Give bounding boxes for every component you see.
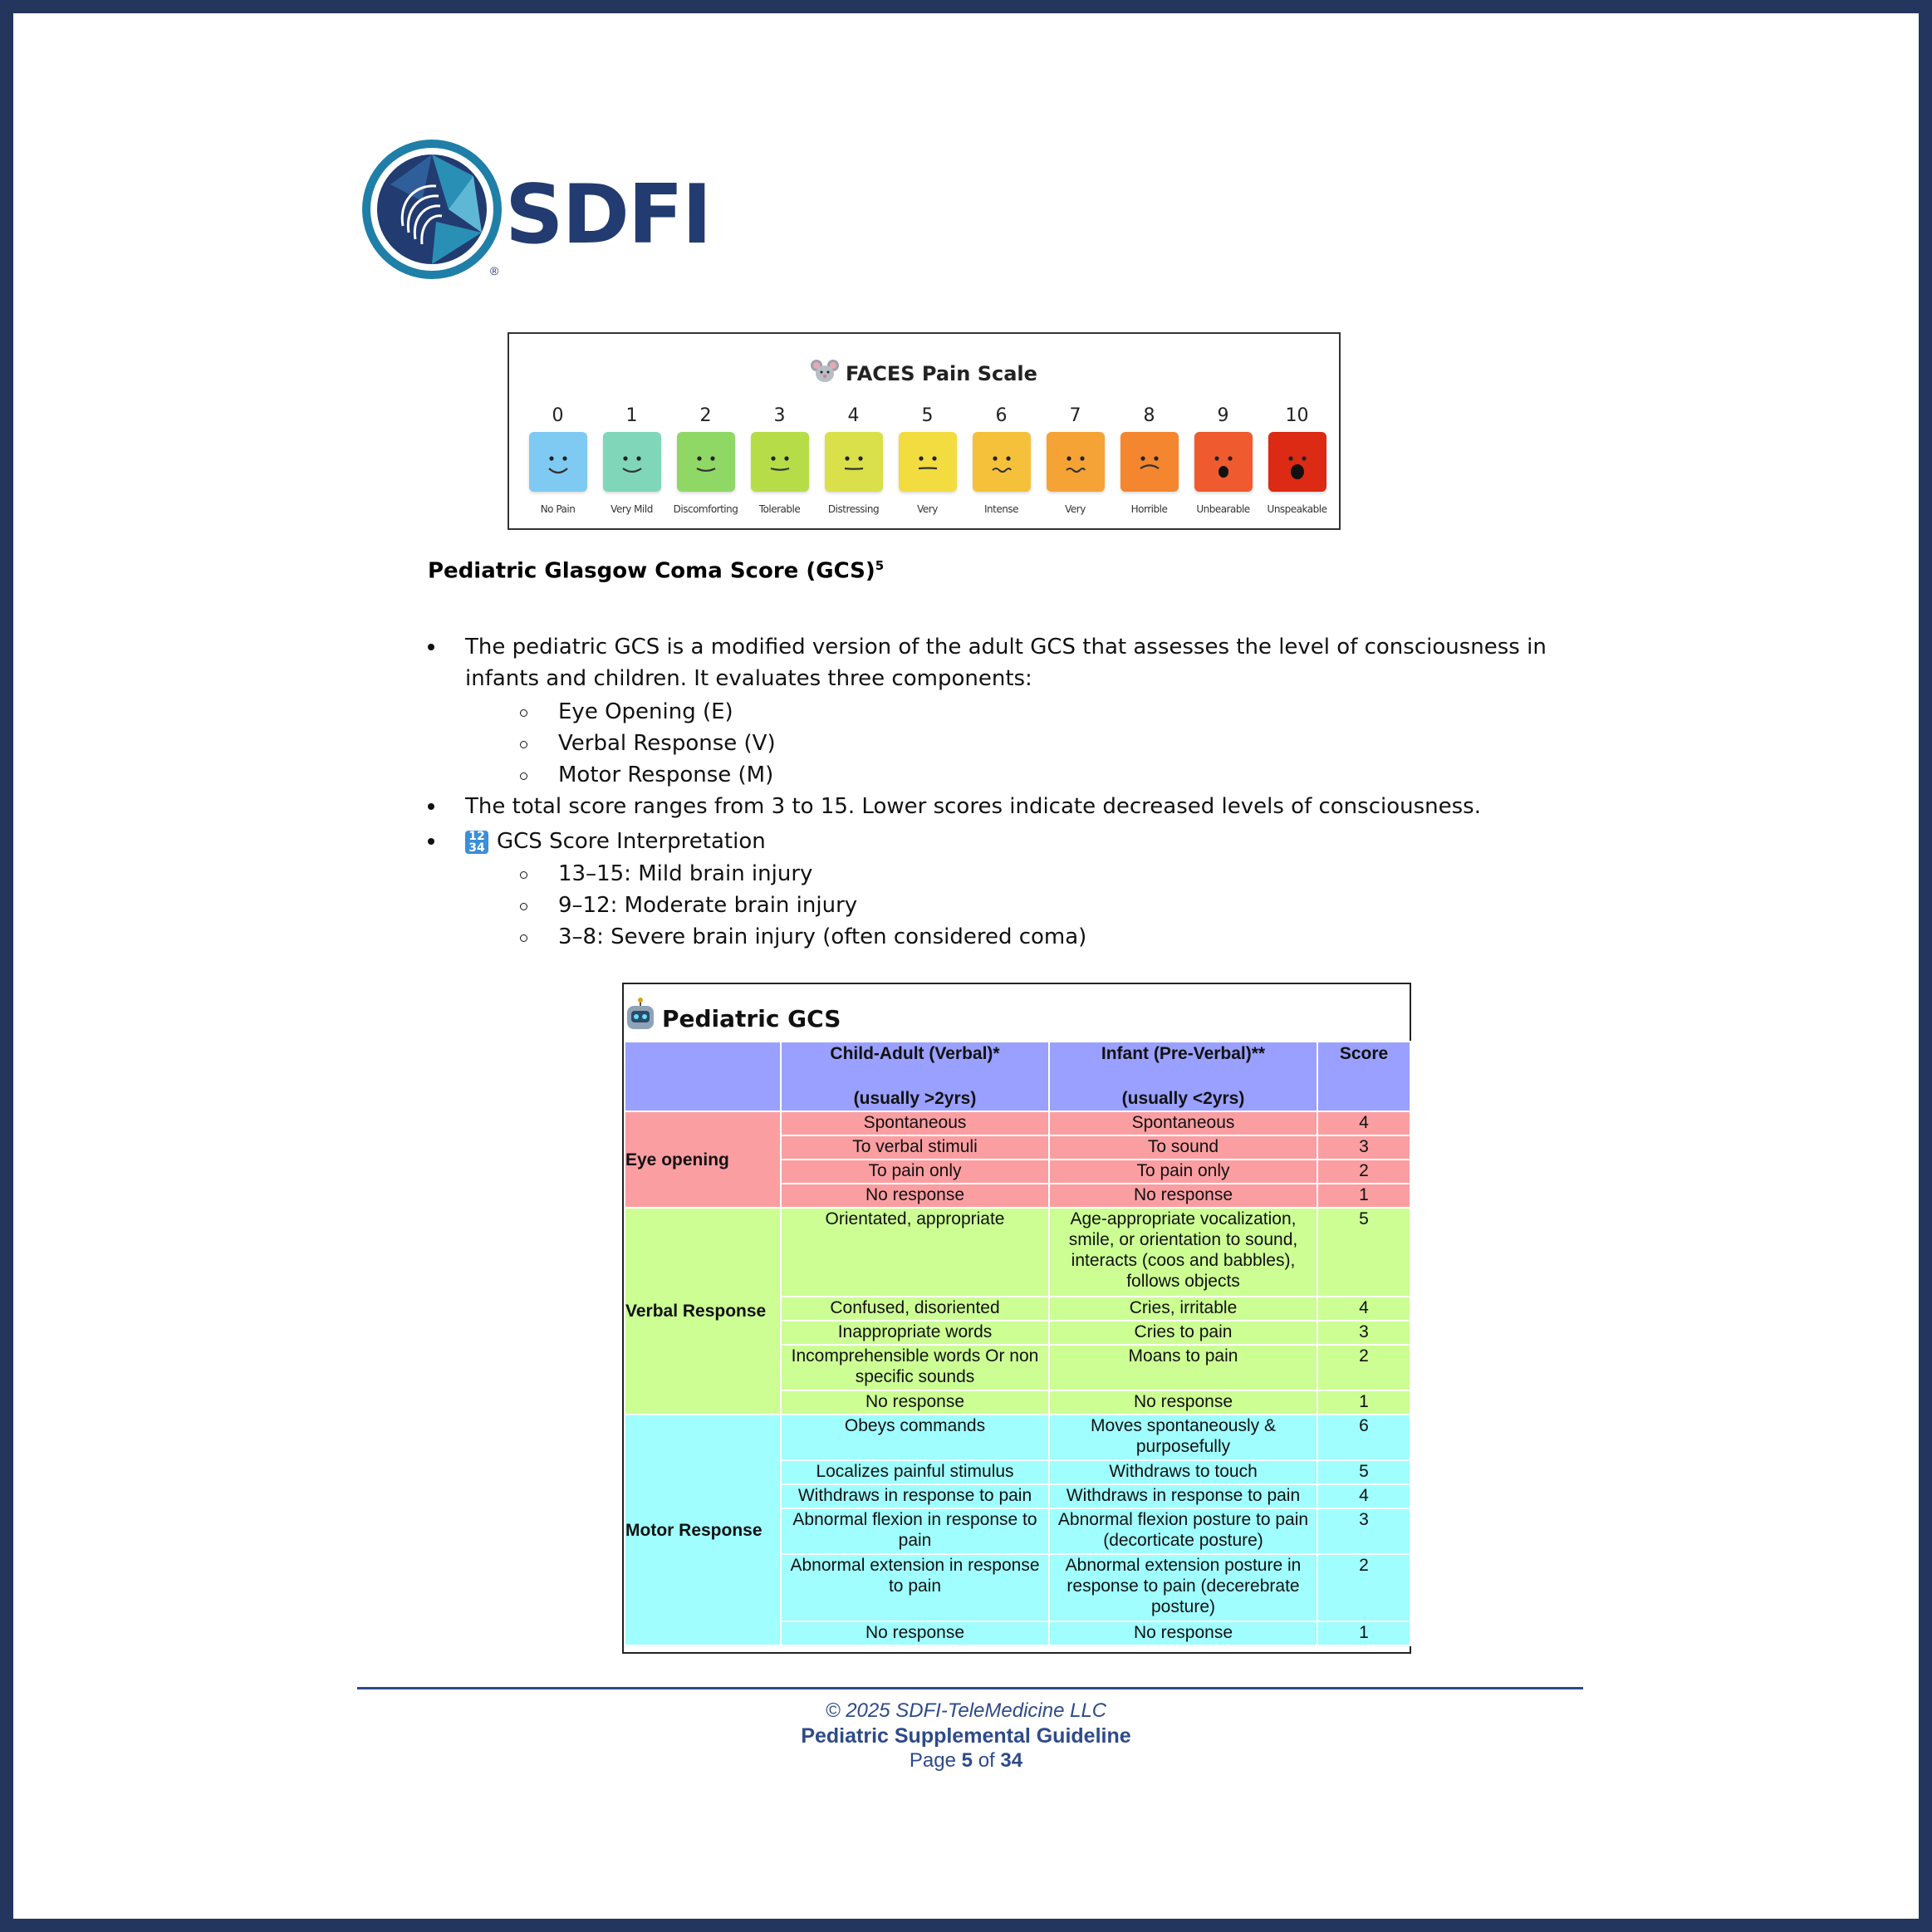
- sub-bullet: [520, 934, 527, 942]
- face-icon: [825, 432, 883, 492]
- cell-infant: Moves spontaneously & purposefully: [1049, 1415, 1317, 1460]
- registered-mark: ®: [490, 264, 499, 277]
- cell-infant: Spontaneous: [1049, 1111, 1317, 1135]
- mouse-icon: [811, 359, 839, 384]
- face-number: 6: [995, 405, 1008, 426]
- robot-icon: [624, 998, 657, 1032]
- bullet-dot: [428, 803, 434, 810]
- face-number: 8: [1143, 405, 1155, 426]
- faces-row: [521, 405, 1334, 515]
- heading-footnote: 5: [875, 558, 885, 573]
- gcs-heading: [428, 558, 884, 584]
- table-row-eye: [625, 1111, 1410, 1135]
- sub-bullet: [520, 903, 527, 910]
- face-icon: [1120, 432, 1179, 492]
- face-item: [521, 405, 595, 515]
- cell-child: Inappropriate words: [781, 1321, 1049, 1345]
- component-text: Motor Response (M): [558, 763, 774, 787]
- face-icon: [973, 432, 1031, 492]
- face-icon: [1047, 432, 1105, 492]
- face-label: Very: [917, 503, 938, 515]
- face-item: [1186, 405, 1260, 515]
- sdfi-logo: [357, 135, 723, 292]
- table-row-verbal: [625, 1208, 1410, 1297]
- face-label: Unbearable: [1196, 503, 1250, 515]
- footer-copyright: © 2025 SDFI-TeleMedicine LLC: [825, 1699, 1107, 1722]
- cell-infant: No response: [1049, 1184, 1317, 1208]
- cell-infant: Withdraws to touch: [1049, 1460, 1317, 1484]
- header-text: Child-Adult (Verbal)*: [830, 1044, 1000, 1063]
- cell-child: Abnormal flexion in response to pain: [781, 1508, 1049, 1554]
- face-label: No Pain: [540, 503, 576, 515]
- cell-score: 5: [1317, 1208, 1410, 1297]
- cell-child: Incomprehensible words Or non specific sounds: [781, 1345, 1049, 1390]
- cell-score: 1: [1317, 1621, 1410, 1645]
- bullet-dot: [428, 838, 434, 845]
- face-icon: [677, 432, 735, 492]
- category-motor: Motor Response: [625, 1415, 781, 1645]
- face-item: [964, 405, 1038, 515]
- cell-child: Obeys commands: [781, 1415, 1049, 1460]
- face-item: [816, 405, 890, 515]
- fingerprint-aperture-icon: [357, 135, 507, 284]
- cell-child: No response: [781, 1184, 1049, 1208]
- face-item: [890, 405, 964, 515]
- face-label: Discomforting: [673, 503, 738, 515]
- component-text: Verbal Response (V): [558, 731, 776, 756]
- bullet-dot: [428, 644, 434, 650]
- cell-child: No response: [781, 1390, 1049, 1415]
- cell-child: To pain only: [781, 1160, 1049, 1184]
- face-label: Very: [1065, 503, 1086, 515]
- face-number: 4: [847, 405, 860, 426]
- gcs-heading-text: Pediatric Glasgow Coma Score (GCS): [428, 558, 875, 584]
- pediatric-gcs-table-image: [622, 983, 1411, 1654]
- face-item: [595, 405, 669, 515]
- cell-score: 4: [1317, 1111, 1410, 1135]
- category-verbal: Verbal Response: [625, 1208, 781, 1415]
- header-text: Infant (Pre-Verbal)**: [1101, 1044, 1266, 1063]
- cell-infant: To pain only: [1049, 1160, 1317, 1184]
- cell-child: No response: [781, 1621, 1049, 1645]
- gcs-table-title: [624, 988, 841, 1032]
- cell-score: 1: [1317, 1184, 1410, 1208]
- interpretation-label: GCS Score Interpretation: [497, 829, 766, 854]
- bullet-text: The total score ranges from 3 to 15. Lower scores indicate decreased levels of consciousness.: [465, 794, 1481, 819]
- header-infant: [1049, 1042, 1317, 1111]
- face-number: 3: [773, 405, 786, 426]
- cell-child: Spontaneous: [781, 1111, 1049, 1135]
- header-subtext: (usually <2yrs): [1121, 1089, 1245, 1108]
- faces-title: [509, 359, 1339, 385]
- cell-score: 2: [1317, 1554, 1410, 1621]
- cell-infant: To sound: [1049, 1135, 1317, 1160]
- page-current: 5: [961, 1749, 973, 1772]
- cell-child: Confused, disoriented: [781, 1297, 1049, 1321]
- sub-bullet: [520, 871, 527, 879]
- sub-bullet: [520, 741, 527, 748]
- cell-score: 2: [1317, 1345, 1410, 1390]
- face-number: 10: [1285, 405, 1309, 426]
- face-label: Distressing: [827, 503, 880, 515]
- cell-score: 3: [1317, 1135, 1410, 1160]
- cell-infant: Moans to pain: [1049, 1345, 1317, 1390]
- component-text: Eye Opening (E): [558, 699, 733, 724]
- cell-score: 5: [1317, 1460, 1410, 1484]
- sub-bullet: [520, 709, 527, 717]
- face-number: 9: [1217, 405, 1229, 426]
- face-number: 0: [552, 405, 564, 426]
- header-category: [625, 1042, 781, 1111]
- face-number: 2: [699, 405, 712, 426]
- cell-child: Orientated, appropriate: [781, 1208, 1049, 1297]
- header-score: Score: [1317, 1042, 1410, 1111]
- cell-child: Localizes painful stimulus: [781, 1460, 1049, 1484]
- cell-score: 2: [1317, 1160, 1410, 1184]
- face-label: Tolerable: [758, 503, 801, 515]
- cell-infant: Withdraws in response to pain: [1049, 1484, 1317, 1508]
- header-subtext: (usually >2yrs): [853, 1089, 977, 1108]
- cell-score: 1: [1317, 1390, 1410, 1415]
- face-number: 5: [921, 405, 934, 426]
- brand-name: SDFI: [505, 168, 711, 262]
- table-header-row: [625, 1042, 1410, 1111]
- bullet-line: infants and children. It evaluates three components:: [465, 666, 1032, 691]
- face-number: 7: [1069, 405, 1081, 426]
- cell-score: 4: [1317, 1297, 1410, 1321]
- face-item: [1260, 405, 1334, 515]
- cell-infant: No response: [1049, 1390, 1317, 1415]
- cell-infant: Abnormal extension posture in response to pain (decerebrate posture): [1049, 1554, 1317, 1621]
- face-item: [743, 405, 816, 515]
- bullet-text: [465, 631, 1547, 694]
- face-label: Unspeakable: [1267, 503, 1327, 515]
- face-icon: [529, 432, 587, 492]
- cell-score: 3: [1317, 1321, 1410, 1345]
- bullet-line: The pediatric GCS is a modified version of the adult GCS that assesses the level of consciousness in: [465, 635, 1547, 660]
- numbers-icon: 12 34: [465, 831, 488, 854]
- cell-score: 6: [1317, 1415, 1410, 1460]
- footer-page-number: [13, 1749, 1919, 1773]
- cell-infant: Cries, irritable: [1049, 1297, 1317, 1321]
- cell-infant: No response: [1049, 1621, 1317, 1645]
- cell-infant: Age-appropriate vocalization, smile, or orientation to sound, interacts (coos and babbles), follows objects: [1049, 1208, 1317, 1297]
- interpretation-text: 13–15: Mild brain injury: [558, 861, 813, 886]
- face-icon: [603, 432, 661, 492]
- face-icon: [1268, 432, 1326, 492]
- cell-child: Withdraws in response to pain: [781, 1484, 1049, 1508]
- face-number: 1: [625, 405, 638, 426]
- bullet-text: [465, 826, 766, 857]
- face-icon: [751, 432, 809, 492]
- face-item: [669, 405, 743, 515]
- faces-title-text: FACES Pain Scale: [846, 362, 1037, 385]
- cell-score: 3: [1317, 1508, 1410, 1554]
- table-row-motor: [625, 1415, 1410, 1460]
- page-of: of: [978, 1749, 995, 1772]
- face-item: [1112, 405, 1186, 515]
- face-label: Horrible: [1130, 503, 1168, 515]
- page-prefix: Page: [909, 1749, 956, 1772]
- header-child: [781, 1042, 1049, 1111]
- footer-guideline: Pediatric Supplemental Guideline: [801, 1724, 1131, 1748]
- face-icon: [1194, 432, 1253, 492]
- interpretation-text: 9–12: Moderate brain injury: [558, 893, 858, 918]
- gcs-title-text: Pediatric GCS: [662, 1005, 841, 1032]
- category-eye: Eye opening: [625, 1111, 781, 1208]
- document-page: [13, 13, 1919, 1919]
- page-total: 34: [1000, 1749, 1023, 1772]
- sub-bullet: [520, 772, 527, 780]
- faces-pain-scale: [508, 332, 1341, 530]
- face-item: [1038, 405, 1112, 515]
- footer-divider: [357, 1687, 1583, 1689]
- face-label: Very Mild: [610, 503, 653, 515]
- face-icon: [899, 432, 957, 492]
- face-label: Intense: [984, 503, 1018, 515]
- cell-infant: Cries to pain: [1049, 1321, 1317, 1345]
- interpretation-text: 3–8: Severe brain injury (often considered coma): [558, 924, 1087, 949]
- cell-score: 4: [1317, 1484, 1410, 1508]
- cell-child: Abnormal extension in response to pain: [781, 1554, 1049, 1621]
- gcs-table: [624, 1041, 1411, 1646]
- cell-infant: Abnormal flexion posture to pain (decorticate posture): [1049, 1508, 1317, 1554]
- cell-child: To verbal stimuli: [781, 1135, 1049, 1160]
